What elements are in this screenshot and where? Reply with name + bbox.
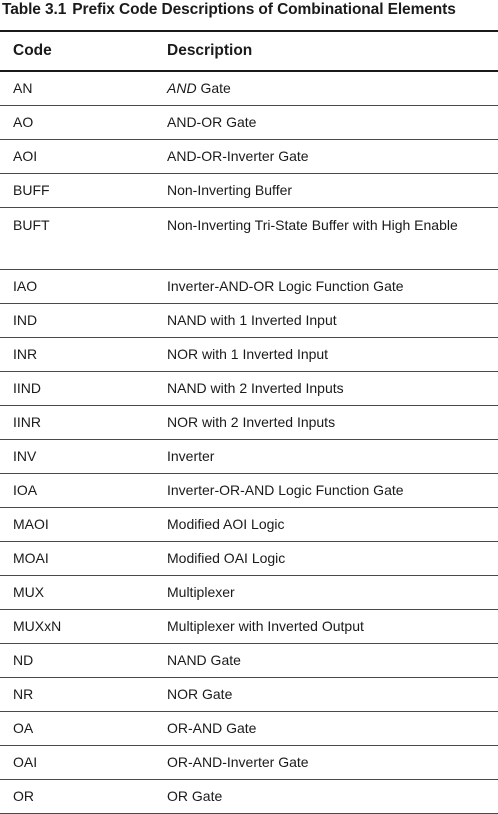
table-row: [0, 304, 498, 338]
table-row: [0, 71, 498, 106]
table-caption: [2, 1, 456, 19]
table-row: [0, 372, 498, 406]
code-cell: AN: [0, 71, 154, 106]
table-row: [0, 270, 498, 304]
table-row: [0, 474, 498, 508]
table-row: [0, 610, 498, 644]
table-row: [0, 542, 498, 576]
description-cell: Modified AOI Logic: [154, 508, 498, 542]
description-cell: AND-OR Gate: [154, 106, 498, 140]
table-row: [0, 780, 498, 814]
description-cell: Non-Inverting Buffer: [154, 174, 498, 208]
description-cell: NAND with 2 Inverted Inputs: [154, 372, 498, 406]
description-cell: NAND Gate: [154, 644, 498, 678]
table-row: [0, 406, 498, 440]
code-cell: MUXxN: [0, 610, 154, 644]
code-cell: AO: [0, 106, 154, 140]
table-header-row: [0, 31, 498, 71]
code-cell: BUFF: [0, 174, 154, 208]
description-text: Gate: [196, 80, 231, 96]
code-cell: IAO: [0, 270, 154, 304]
description-cell: Non-Inverting Tri-State Buffer with High Enable: [154, 208, 498, 270]
table-header: [0, 31, 498, 71]
code-cell: IOA: [0, 474, 154, 508]
table-row: [0, 576, 498, 610]
description-cell: Inverter-AND-OR Logic Function Gate: [154, 270, 498, 304]
table-row: [0, 644, 498, 678]
table-row: [0, 508, 498, 542]
code-cell: ND: [0, 644, 154, 678]
table-caption-title: Prefix Code Descriptions of Combinational Elements: [72, 1, 456, 18]
description-cell: Modified OAI Logic: [154, 542, 498, 576]
description-cell: NOR with 2 Inverted Inputs: [154, 406, 498, 440]
table-row: [0, 106, 498, 140]
table-row: [0, 678, 498, 712]
description-cell: OR-AND Gate: [154, 712, 498, 746]
code-cell: OA: [0, 712, 154, 746]
table-row: [0, 712, 498, 746]
description-cell: Inverter: [154, 440, 498, 474]
code-cell: INV: [0, 440, 154, 474]
description-cell: OR Gate: [154, 780, 498, 814]
table-row: [0, 174, 498, 208]
description-cell: [154, 71, 498, 106]
code-cell: AOI: [0, 140, 154, 174]
description-cell: OR-AND-Inverter Gate: [154, 746, 498, 780]
table-row: [0, 338, 498, 372]
table-row: [0, 140, 498, 174]
description-cell: Inverter-OR-AND Logic Function Gate: [154, 474, 498, 508]
code-cell: BUFT: [0, 208, 154, 270]
code-cell: MOAI: [0, 542, 154, 576]
code-cell: IINR: [0, 406, 154, 440]
description-cell: NOR with 1 Inverted Input: [154, 338, 498, 372]
column-header-code: Code: [0, 31, 154, 71]
table-body: [0, 71, 498, 814]
code-cell: OAI: [0, 746, 154, 780]
table-caption-number: Table 3.1: [2, 1, 67, 18]
description-cell: AND-OR-Inverter Gate: [154, 140, 498, 174]
description-cell: Multiplexer with Inverted Output: [154, 610, 498, 644]
table-row: [0, 440, 498, 474]
description-cell: Multiplexer: [154, 576, 498, 610]
description-cell: NOR Gate: [154, 678, 498, 712]
code-cell: MAOI: [0, 508, 154, 542]
description-italic-text: AND: [167, 80, 197, 96]
table-row: [0, 208, 498, 270]
prefix-code-table: [0, 30, 498, 814]
column-header-description: Description: [154, 31, 498, 71]
table-row: [0, 746, 498, 780]
code-cell: OR: [0, 780, 154, 814]
code-cell: IIND: [0, 372, 154, 406]
code-cell: NR: [0, 678, 154, 712]
code-cell: MUX: [0, 576, 154, 610]
code-cell: INR: [0, 338, 154, 372]
description-cell: NAND with 1 Inverted Input: [154, 304, 498, 338]
code-cell: IND: [0, 304, 154, 338]
